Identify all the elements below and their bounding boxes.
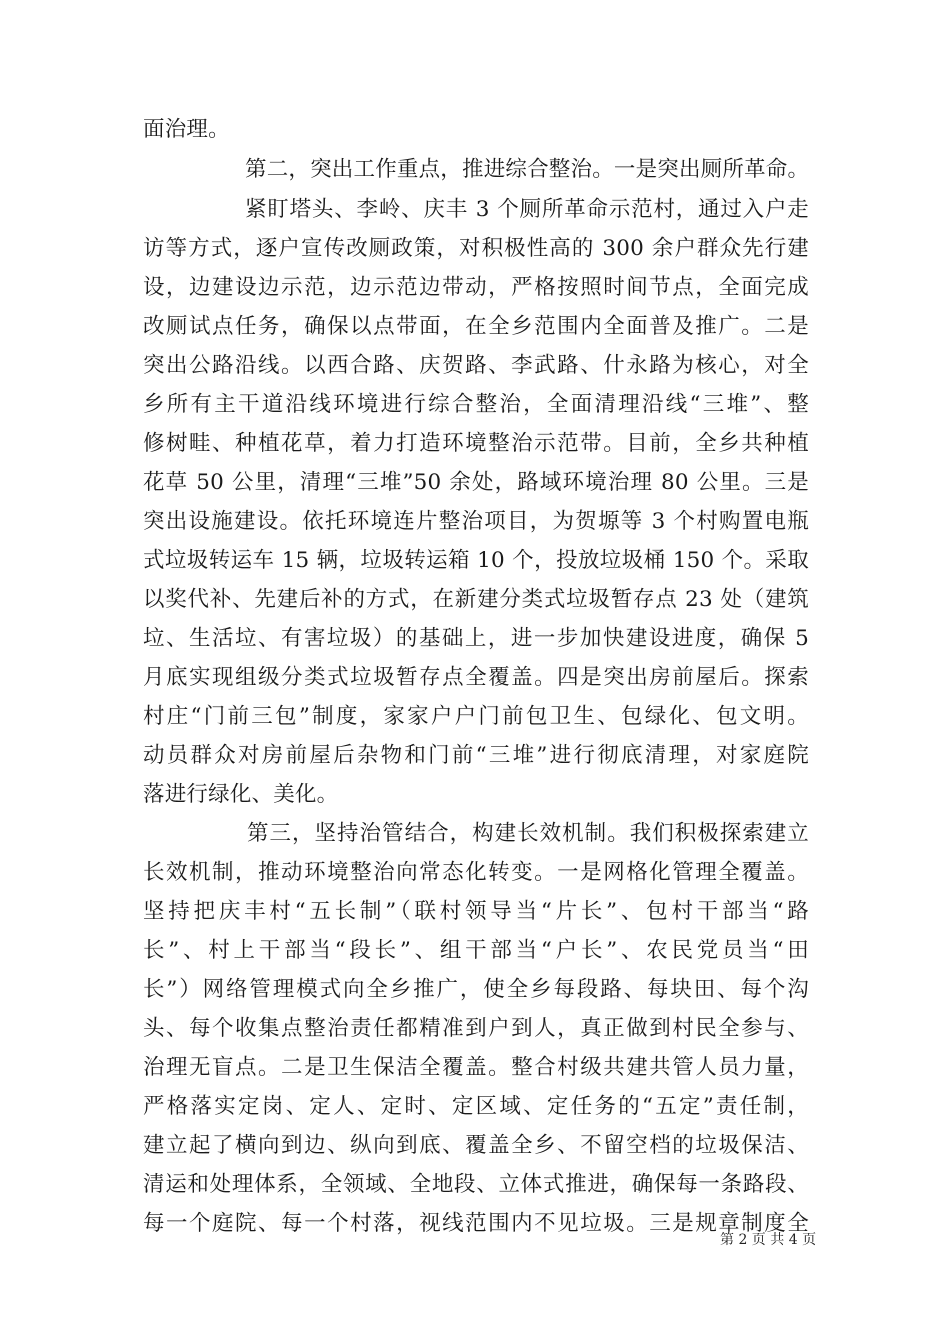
text-line: 长效机制，推动环境整治向常态化转变。一是网格化管理全覆盖。 [143,860,809,885]
text-line: 头、每个收集点整治责任都精准到户到人，真正做到村民全参与、 [143,1016,809,1041]
paragraph-heading-line: 第二，突出工作重点，推进综合整治。一是突出厕所革命。 [245,157,809,182]
text-line: 以奖代补、先建后补的方式，在新建分类式垃圾暂存点 23 处（建筑 [143,587,809,612]
text-line: 治理无盲点。二是卫生保洁全覆盖。整合村级共建共管人员力量， [143,1055,809,1080]
text-line: 坚持把庆丰村“五长制”（联村领导当“片长”、包村干部当“路 [143,899,809,924]
text-line: 修树畦、种植花草，着力打造环境整治示范带。目前，全乡共种植 [143,431,809,456]
text-line: 每一个庭院、每一个村落，视线范围内不见垃圾。三是规章制度全 [143,1211,809,1236]
text-line: 突出设施建设。依托环境连片整治项目，为贺塬等 3 个村购置电瓶 [143,509,809,534]
text-line: 动员群众对房前屋后杂物和门前“三堆”进行彻底清理，对家庭院 [143,743,809,768]
text-line: 访等方式，逐户宣传改厕政策，对积极性高的 300 余户群众先行建 [143,236,809,261]
text-line: 建立起了横向到边、纵向到底、覆盖全乡、不留空档的垃圾保洁、 [143,1133,809,1158]
text-line: 垃、生活垃、有害垃圾）的基础上，进一步加快建设进度，确保 5 [143,626,809,651]
text-line: 面治理。 [143,117,230,142]
text-line: 花草 50 公里，清理“三堆”50 余处，路域环境治理 80 公里。三是 [143,470,809,495]
paragraph-heading-line: 第三，坚持治管结合，构建长效机制。我们积极探索建立 [247,821,809,846]
page-number-footer: 第 2 页 共 4 页 [720,1232,817,1248]
text-line: 突出公路沿线。以西合路、庆贺路、李武路、什永路为核心，对全 [143,353,809,378]
text-line: 长”）网络管理模式向全乡推广，使全乡每段路、每块田、每个沟 [143,977,809,1002]
text-line: 落进行绿化、美化。 [143,782,339,807]
text-line: 紧盯塔头、李岭、庆丰 3 个厕所革命示范村，通过入户走 [245,197,809,222]
text-line: 乡所有主干道沿线环境进行综合整治，全面清理沿线“三堆”、整 [143,392,809,417]
text-line: 严格落实定岗、定人、定时、定区域、定任务的“五定”责任制， [143,1094,809,1119]
text-line: 设，边建设边示范，边示范边带动，严格按照时间节点，全面完成 [143,275,809,300]
text-line: 月底实现组级分类式垃圾暂存点全覆盖。四是突出房前屋后。探索 [143,665,809,690]
text-line: 改厕试点任务，确保以点带面，在全乡范围内全面普及推广。二是 [143,314,809,339]
text-line: 式垃圾转运车 15 辆，垃圾转运箱 10 个，投放垃圾桶 150 个。采取 [143,548,809,573]
text-line: 清运和处理体系，全领域、全地段、立体式推进，确保每一条路段、 [143,1172,809,1197]
text-line: 村庄“门前三包”制度，家家户户门前包卫生、包绿化、包文明。 [143,704,809,729]
text-line: 长”、村上干部当“段长”、组干部当“户长”、农民党员当“田 [143,938,809,963]
